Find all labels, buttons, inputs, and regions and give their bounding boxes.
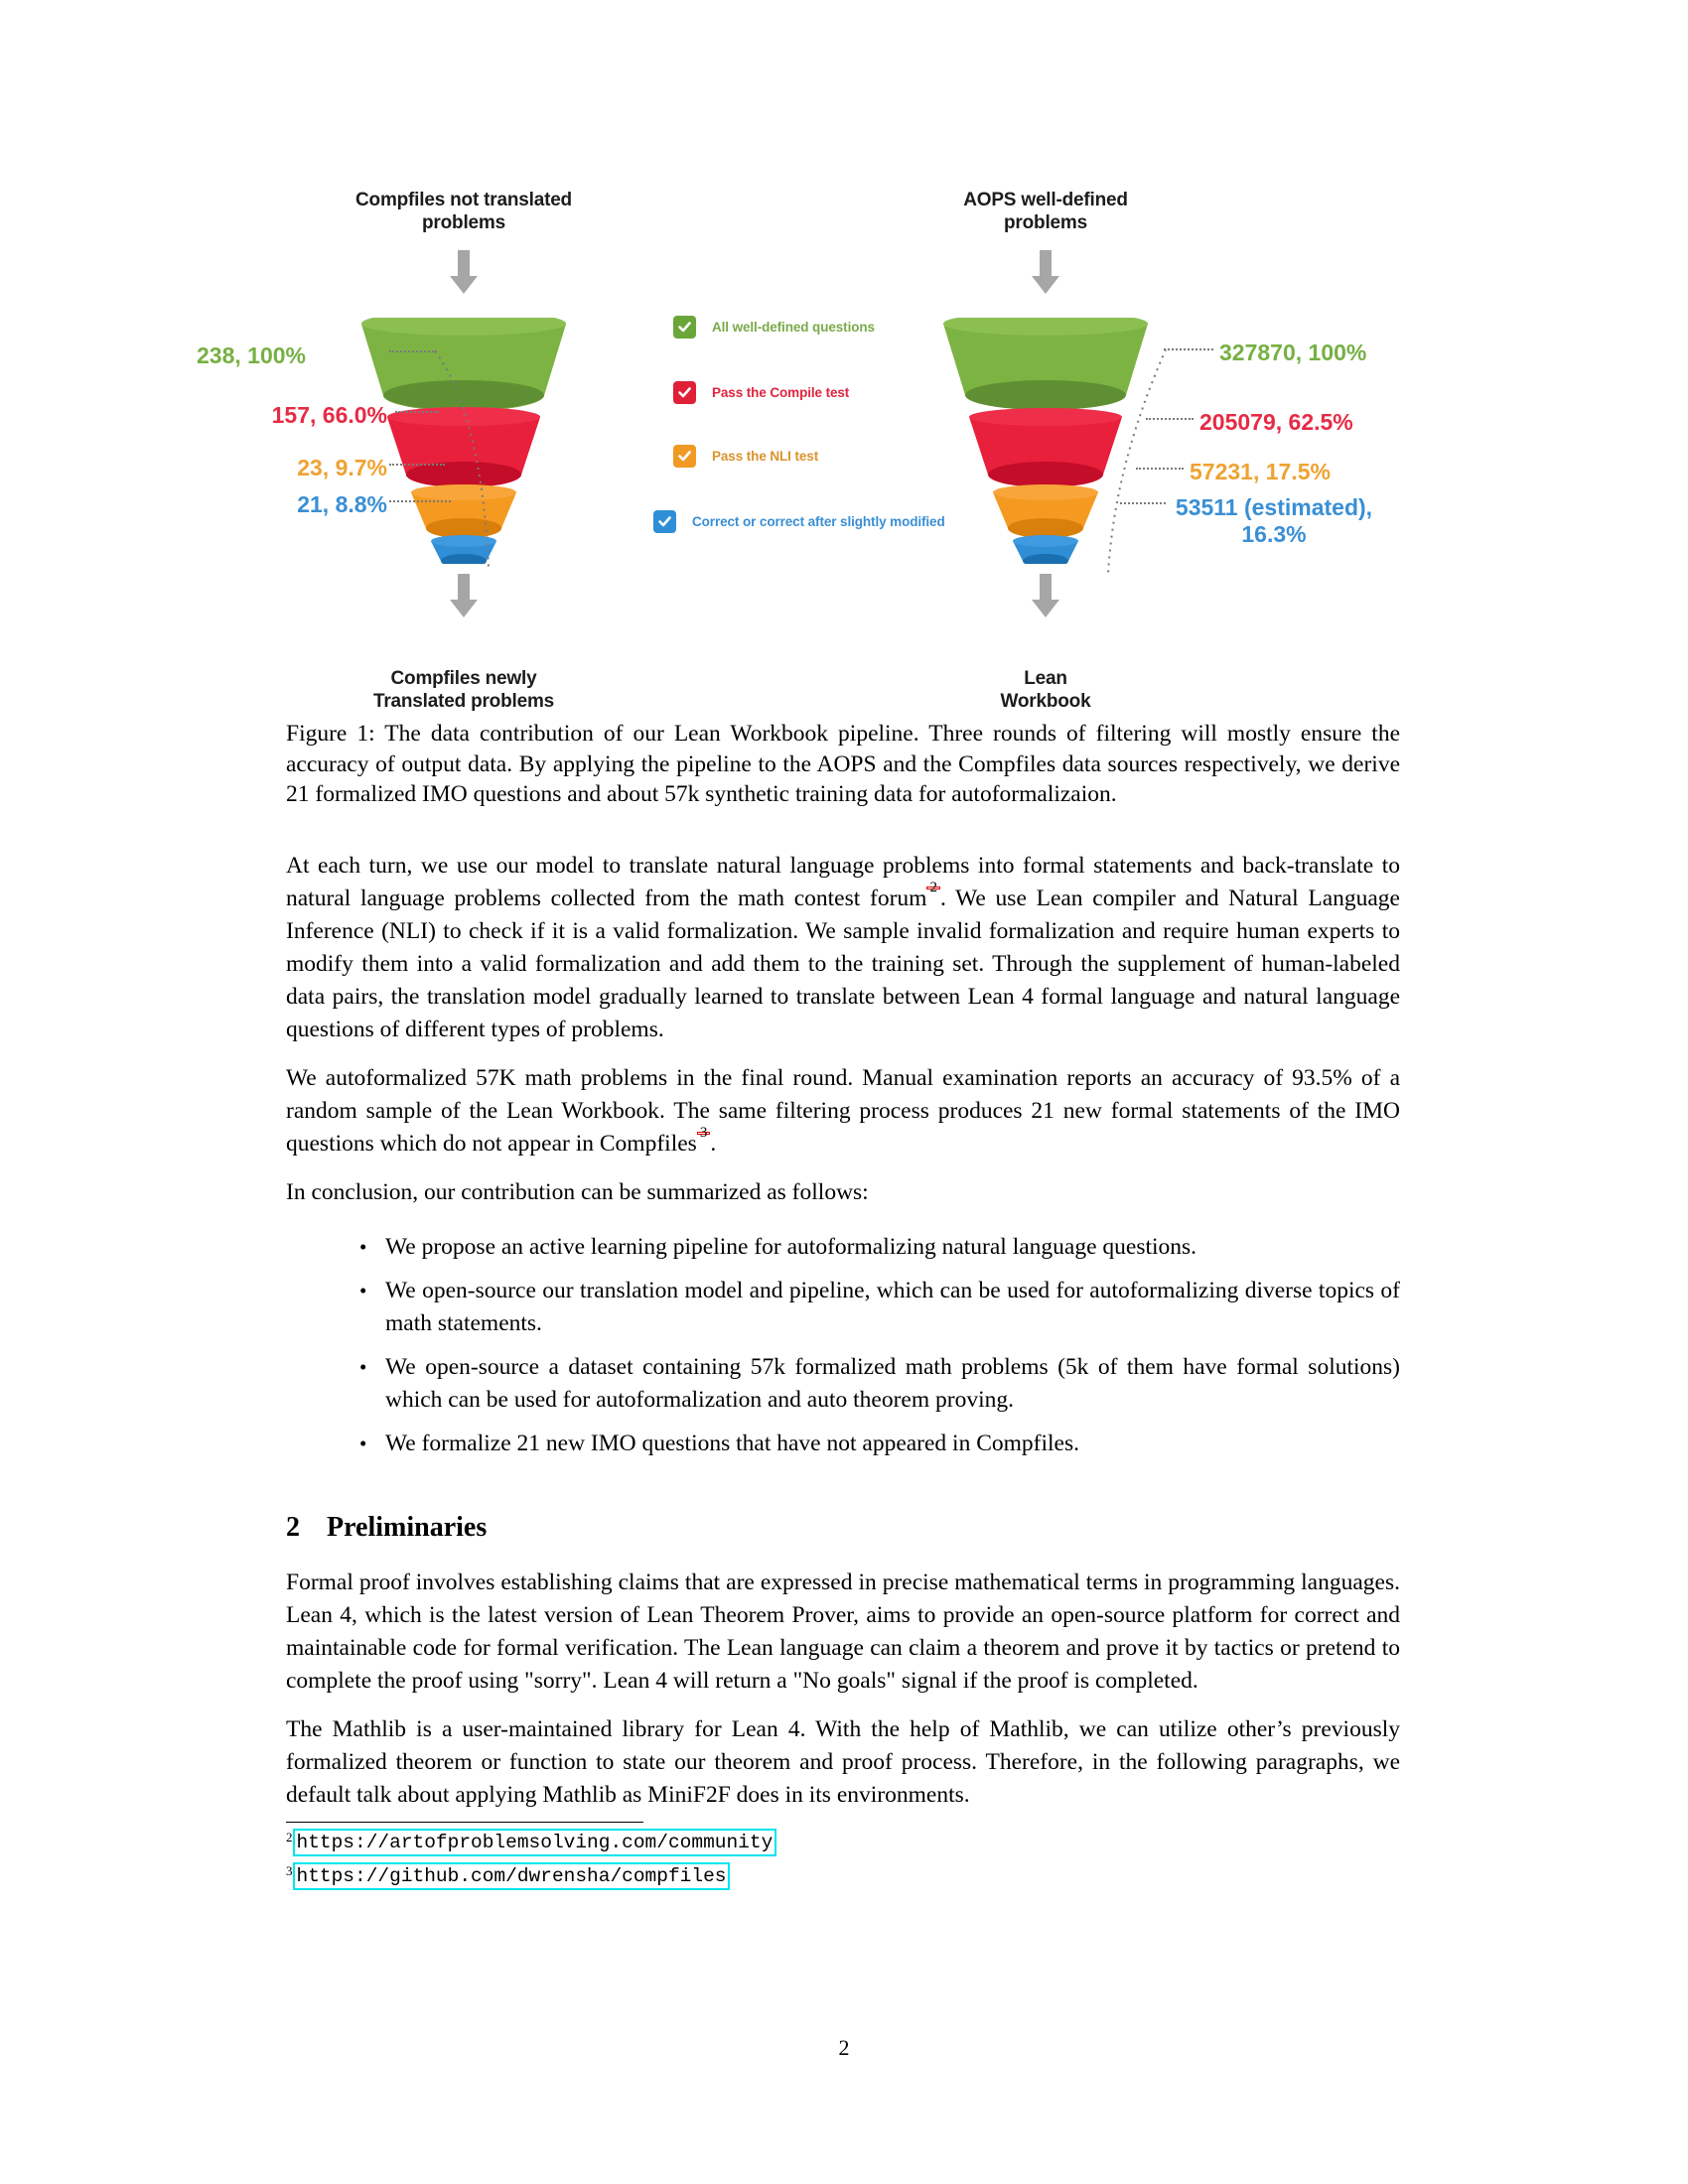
arrow-down-icon xyxy=(447,250,481,294)
contributions-list xyxy=(286,1231,1400,1460)
leader-line xyxy=(389,350,437,352)
list-item: • We open-source a dataset containing 57k formalized math problems (5k of them have formal solutions) which can be used for autoformalization and auto theorem proving. xyxy=(359,1351,1400,1417)
figure-1 xyxy=(197,189,1400,712)
right-label-stage-4-line1: 53511 (estimated), xyxy=(1175,494,1373,520)
footnote-3-link[interactable]: https://github.com/dwrensha/compfiles xyxy=(293,1862,731,1890)
legend-item-1 xyxy=(673,316,875,339)
right-funnel-title-line1: AOPS well-defined xyxy=(963,190,1128,210)
footnote-2 xyxy=(286,1827,1400,1856)
footnote-2-mark: 2 xyxy=(286,1829,293,1844)
right-label-stage-3: 57231, 17.5% xyxy=(1190,459,1331,484)
right-funnel-caption-line1: Lean xyxy=(1024,668,1067,689)
right-funnel-caption-line2: Workbook xyxy=(1000,691,1091,712)
paragraph-autoformalized xyxy=(286,1062,1400,1160)
list-item: • We propose an active learning pipeline for autoformalizing natural language questions. xyxy=(359,1231,1400,1264)
footnote-3-mark: 3 xyxy=(286,1862,293,1878)
section-number: 2 xyxy=(286,1511,300,1543)
check-icon xyxy=(673,445,696,468)
legend-item-2 xyxy=(673,381,849,404)
paragraph-pipeline-part1: At each turn, we use our model to translate natural language problems into formal statements and back-translate to natural language problems collected from the math contest forum xyxy=(286,852,1400,911)
right-funnel-caption xyxy=(882,667,1209,713)
right-funnel-title-line2: problems xyxy=(1004,212,1087,233)
leader-curve xyxy=(1096,343,1176,587)
footnote-ref-3[interactable]: 3 xyxy=(697,1132,711,1135)
footnote-2-link[interactable]: https://artofproblemsolving.com/community xyxy=(293,1829,777,1856)
right-label-stage-1: 327870, 100% xyxy=(1219,340,1367,365)
arrow-down-icon xyxy=(1029,250,1062,294)
page-number: 2 xyxy=(838,2035,850,2060)
section-heading-preliminaries xyxy=(286,1511,1400,1545)
figure-caption: Figure 1: The data contribution of our Lean Workbook pipeline. Three rounds of filtering will mostly ensure the accuracy of output data. By applying the pipeline to the AOPS and the Compfiles data sources respectively, we derive 21 formalized IMO questions and about 57k synthetic training data for autoformalizaion. xyxy=(286,721,1400,807)
footnote-ref-2[interactable]: 2 xyxy=(926,887,940,889)
footnote-3 xyxy=(286,1860,1400,1890)
page-content xyxy=(197,0,1400,1890)
check-icon xyxy=(673,381,696,404)
left-label-stage-2: 157, 66.0% xyxy=(271,402,387,428)
legend-label-1: All well-defined questions xyxy=(712,320,875,335)
paragraph-formal-proof: Formal proof involves establishing claims that are expressed in precise mathematical terms in programming languages. Lean 4, which is the latest version of Lean Theorem Prover, aims to provide an open-source platform for correct and maintainable code for formal verification. The Lean language can claim a theorem and prove it by tactics or pretend to complete the proof using "sorry". Lean 4 will return a "No goals" signal if the proof is completed. xyxy=(286,1569,1400,1694)
left-label-stage-3: 23, 9.7% xyxy=(297,455,387,480)
right-label-stage-2: 205079, 62.5% xyxy=(1199,409,1353,435)
right-label-stage-4-line2: 16.3% xyxy=(1241,521,1307,547)
left-funnel-caption xyxy=(300,667,628,713)
left-funnel-caption-line1: Compfiles newly xyxy=(390,668,537,689)
check-icon xyxy=(653,510,676,533)
right-label-stage-4 xyxy=(1170,494,1378,548)
arrow-down-icon xyxy=(447,574,481,617)
legend-item-3 xyxy=(673,445,818,468)
check-icon xyxy=(673,316,696,339)
paragraph-autoformalized-part2: . xyxy=(710,1130,717,1157)
arrow-down-icon xyxy=(1029,574,1062,617)
leader-curve xyxy=(433,345,502,579)
legend-label-2: Pass the Compile test xyxy=(712,385,850,400)
left-label-stage-4: 21, 8.8% xyxy=(297,491,387,517)
paragraph-mathlib: The Mathlib is a user-maintained library for Lean 4. With the help of Mathlib, we can utilize other’s previously formalized theorem or function to state our theorem and proof process. Therefore, in the following paragraphs, we default talk about applying Mathlib as MiniF2F does in its environments. xyxy=(286,1715,1400,1808)
left-funnel-caption-line2: Translated problems xyxy=(372,691,555,712)
list-item: • We open-source our translation model and pipeline, which can be used for autoformalizing diverse topics of math statements. xyxy=(359,1275,1400,1340)
footnote-separator xyxy=(286,1822,643,1823)
left-label-stage-1: 238, 100% xyxy=(197,342,306,368)
paragraph-pipeline xyxy=(286,850,1400,1046)
left-funnel-title-line1: Compfiles not translated xyxy=(355,190,572,210)
paragraph-autoformalized-part1: We autoformalized 57K math problems in the final round. Manual examination reports an accuracy of 93.5% of a random sample of the Lean Workbook. The same filtering process produces 21 new formal statements of the IMO questions which do not appear in Compfiles xyxy=(286,1064,1400,1157)
left-funnel-title-line2: problems xyxy=(422,212,505,233)
legend-label-4: Correct or correct after slightly modified xyxy=(692,514,945,529)
paragraph-pipeline-part2: . We use Lean compiler and Natural Language Inference (NLI) to check if it is a valid formalization. We sample invalid formalization and require human experts to modify them into a valid formalization and add them to the training set. Through the supplement of human-labeled data pairs, the translation model gradually learned to translate between Lean 4 formal language and natural language questions of different types of problems. xyxy=(286,885,1400,1042)
left-funnel-title xyxy=(300,189,628,234)
legend-label-3: Pass the NLI test xyxy=(712,449,819,464)
right-funnel-title xyxy=(882,189,1209,234)
section-title: Preliminaries xyxy=(327,1511,488,1543)
list-item: • We formalize 21 new IMO questions that have not appeared in Compfiles. xyxy=(359,1428,1400,1460)
paragraph-conclusion-intro: In conclusion, our contribution can be summarized as follows: xyxy=(286,1178,869,1205)
